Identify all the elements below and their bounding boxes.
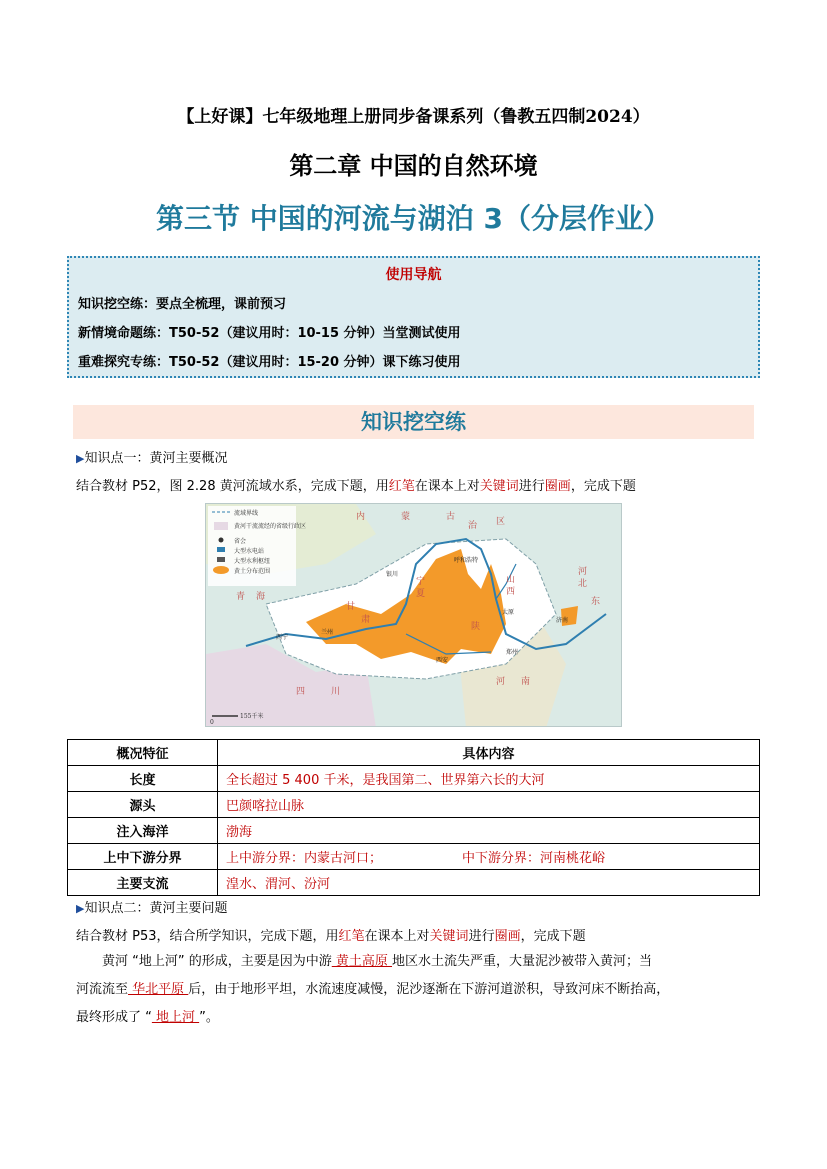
knowledge-point-2 (76, 897, 227, 916)
map-city: 济南 (556, 617, 569, 624)
map-city: 太原 (502, 609, 515, 616)
map-label: 宁 (416, 577, 426, 587)
map-label: 川 (331, 687, 341, 697)
legend-text: 流域界线 (234, 510, 259, 517)
map-label: 河 (496, 677, 506, 687)
legend-text: 黄土分布范围 (234, 568, 271, 575)
section-title: 第三节 中国的河流与湖泊 3（分层作业） (156, 202, 671, 235)
map-label: 河 (578, 567, 588, 577)
map-label: 治 (468, 521, 478, 531)
kp1-instruction: 结合教材 P52，图 2.28 黄河流域水系，完成下题，用红笔在课本上对关键词进行圈画，完成下题 (76, 479, 636, 494)
map-label: 肃 (361, 615, 371, 625)
nav-line-3: 重难探究专练：T50-52（建议用时：15-20 分钟）课下练习使用 (78, 355, 461, 370)
map-city: 郑州 (506, 649, 519, 656)
map-city: 西安 (436, 657, 449, 664)
map-city: 兰州 (321, 629, 334, 636)
map-label: 内 (356, 512, 366, 522)
map-label: 北 (578, 579, 588, 589)
scale-label: 155千米 (240, 713, 264, 720)
map-city: 呼和浩特 (454, 557, 479, 564)
scale-zero: 0 (210, 719, 214, 726)
yellow-river-basin-map (205, 503, 622, 727)
triangle-bullet-icon: ▶ (76, 452, 85, 465)
nav-line-1: 知识挖空练：要点全梳理，课前预习 (78, 297, 287, 312)
row-value: 巴颜喀拉山脉 (218, 792, 760, 818)
legend-text: 黄河干流流经的省级行政区 (234, 523, 307, 530)
fill-blank-2: 华北平原 (128, 982, 189, 997)
knowledge-point-1 (76, 447, 227, 466)
map-label: 海 (256, 592, 266, 602)
table-row (68, 844, 760, 870)
map-city: 西宁 (276, 634, 289, 641)
map-label: 陕 (471, 622, 481, 632)
overview-table (67, 739, 760, 896)
fill-blank-1: 黄土高原 (331, 954, 393, 969)
row-key: 注入海洋 (68, 818, 218, 844)
map-label: 山 (506, 575, 516, 585)
map-svg (206, 504, 622, 727)
row-key: 长度 (68, 766, 218, 792)
table-header: 具体内容 (218, 740, 760, 766)
legend-text: 大型水利枢纽 (234, 558, 271, 565)
table-row (68, 792, 760, 818)
series-title: 【上好课】七年级地理上册同步备课系列（鲁教五四制2024） (177, 107, 650, 127)
map-label: 蒙 (401, 512, 411, 522)
map-label: 四 (296, 687, 306, 697)
kp1-label: 知识点一：黄河主要概况 (84, 451, 228, 466)
section-band-title: 知识挖空练 (73, 405, 754, 439)
map-label: 东 (591, 597, 601, 607)
kp2-paragraph: 黄河 “地上河” 的形成，主要是因为中游 黄土高原 地区水土流失严重，大量泥沙被带入黄河；当 河流流至 华北平原 后，由于地形平坦，水流速度减慢，泥沙逐渐在下游河道淤积，导致河床不断抬高， 最终形成了 “ 地上河 ”。 (76, 954, 670, 1025)
map-label: 青 (236, 592, 246, 602)
row-key: 源头 (68, 792, 218, 818)
map-label: 区 (496, 517, 506, 527)
table-row (68, 870, 760, 896)
nav-title: 使用导航 (385, 267, 442, 283)
row-value: 湟水、渭河、汾河 (218, 870, 760, 896)
kp2-instruction: 结合教材 P53，结合所学知识，完成下题，用红笔在课本上对关键词进行圈画，完成下题 (76, 929, 586, 944)
chapter-title: 第二章 中国的自然环境 (289, 152, 538, 180)
map-label: 夏 (416, 589, 426, 599)
fill-blank-3: 地上河 (151, 1010, 200, 1025)
row-value: 渤海 (218, 818, 760, 844)
row-key: 上中下游分界 (68, 844, 218, 870)
map-label: 南 (521, 677, 531, 687)
triangle-bullet-icon: ▶ (76, 902, 85, 915)
nav-line-2: 新情境命题练：T50-52（建议用时：10-15 分钟）当堂测试使用 (78, 326, 461, 341)
row-value: 全长超过 5 400 千米，是我国第二、世界第六长的大河 (218, 766, 760, 792)
table-row (68, 818, 760, 844)
usage-navigation-box (67, 256, 760, 378)
kp2-label: 知识点二：黄河主要问题 (84, 901, 228, 916)
map-label: 西 (506, 587, 516, 597)
legend-text: 大型水电站 (234, 548, 265, 555)
table-header-row (68, 740, 760, 766)
row-value: 上中游分界：内蒙古河口； 中下游分界：河南桃花峪 (218, 844, 760, 870)
row-key: 主要支流 (68, 870, 218, 896)
table-header: 概况特征 (68, 740, 218, 766)
map-city: 银川 (386, 571, 399, 578)
map-label: 甘 (346, 602, 356, 612)
table-row (68, 766, 760, 792)
legend-text: 省会 (234, 538, 247, 545)
map-label: 古 (446, 512, 456, 522)
